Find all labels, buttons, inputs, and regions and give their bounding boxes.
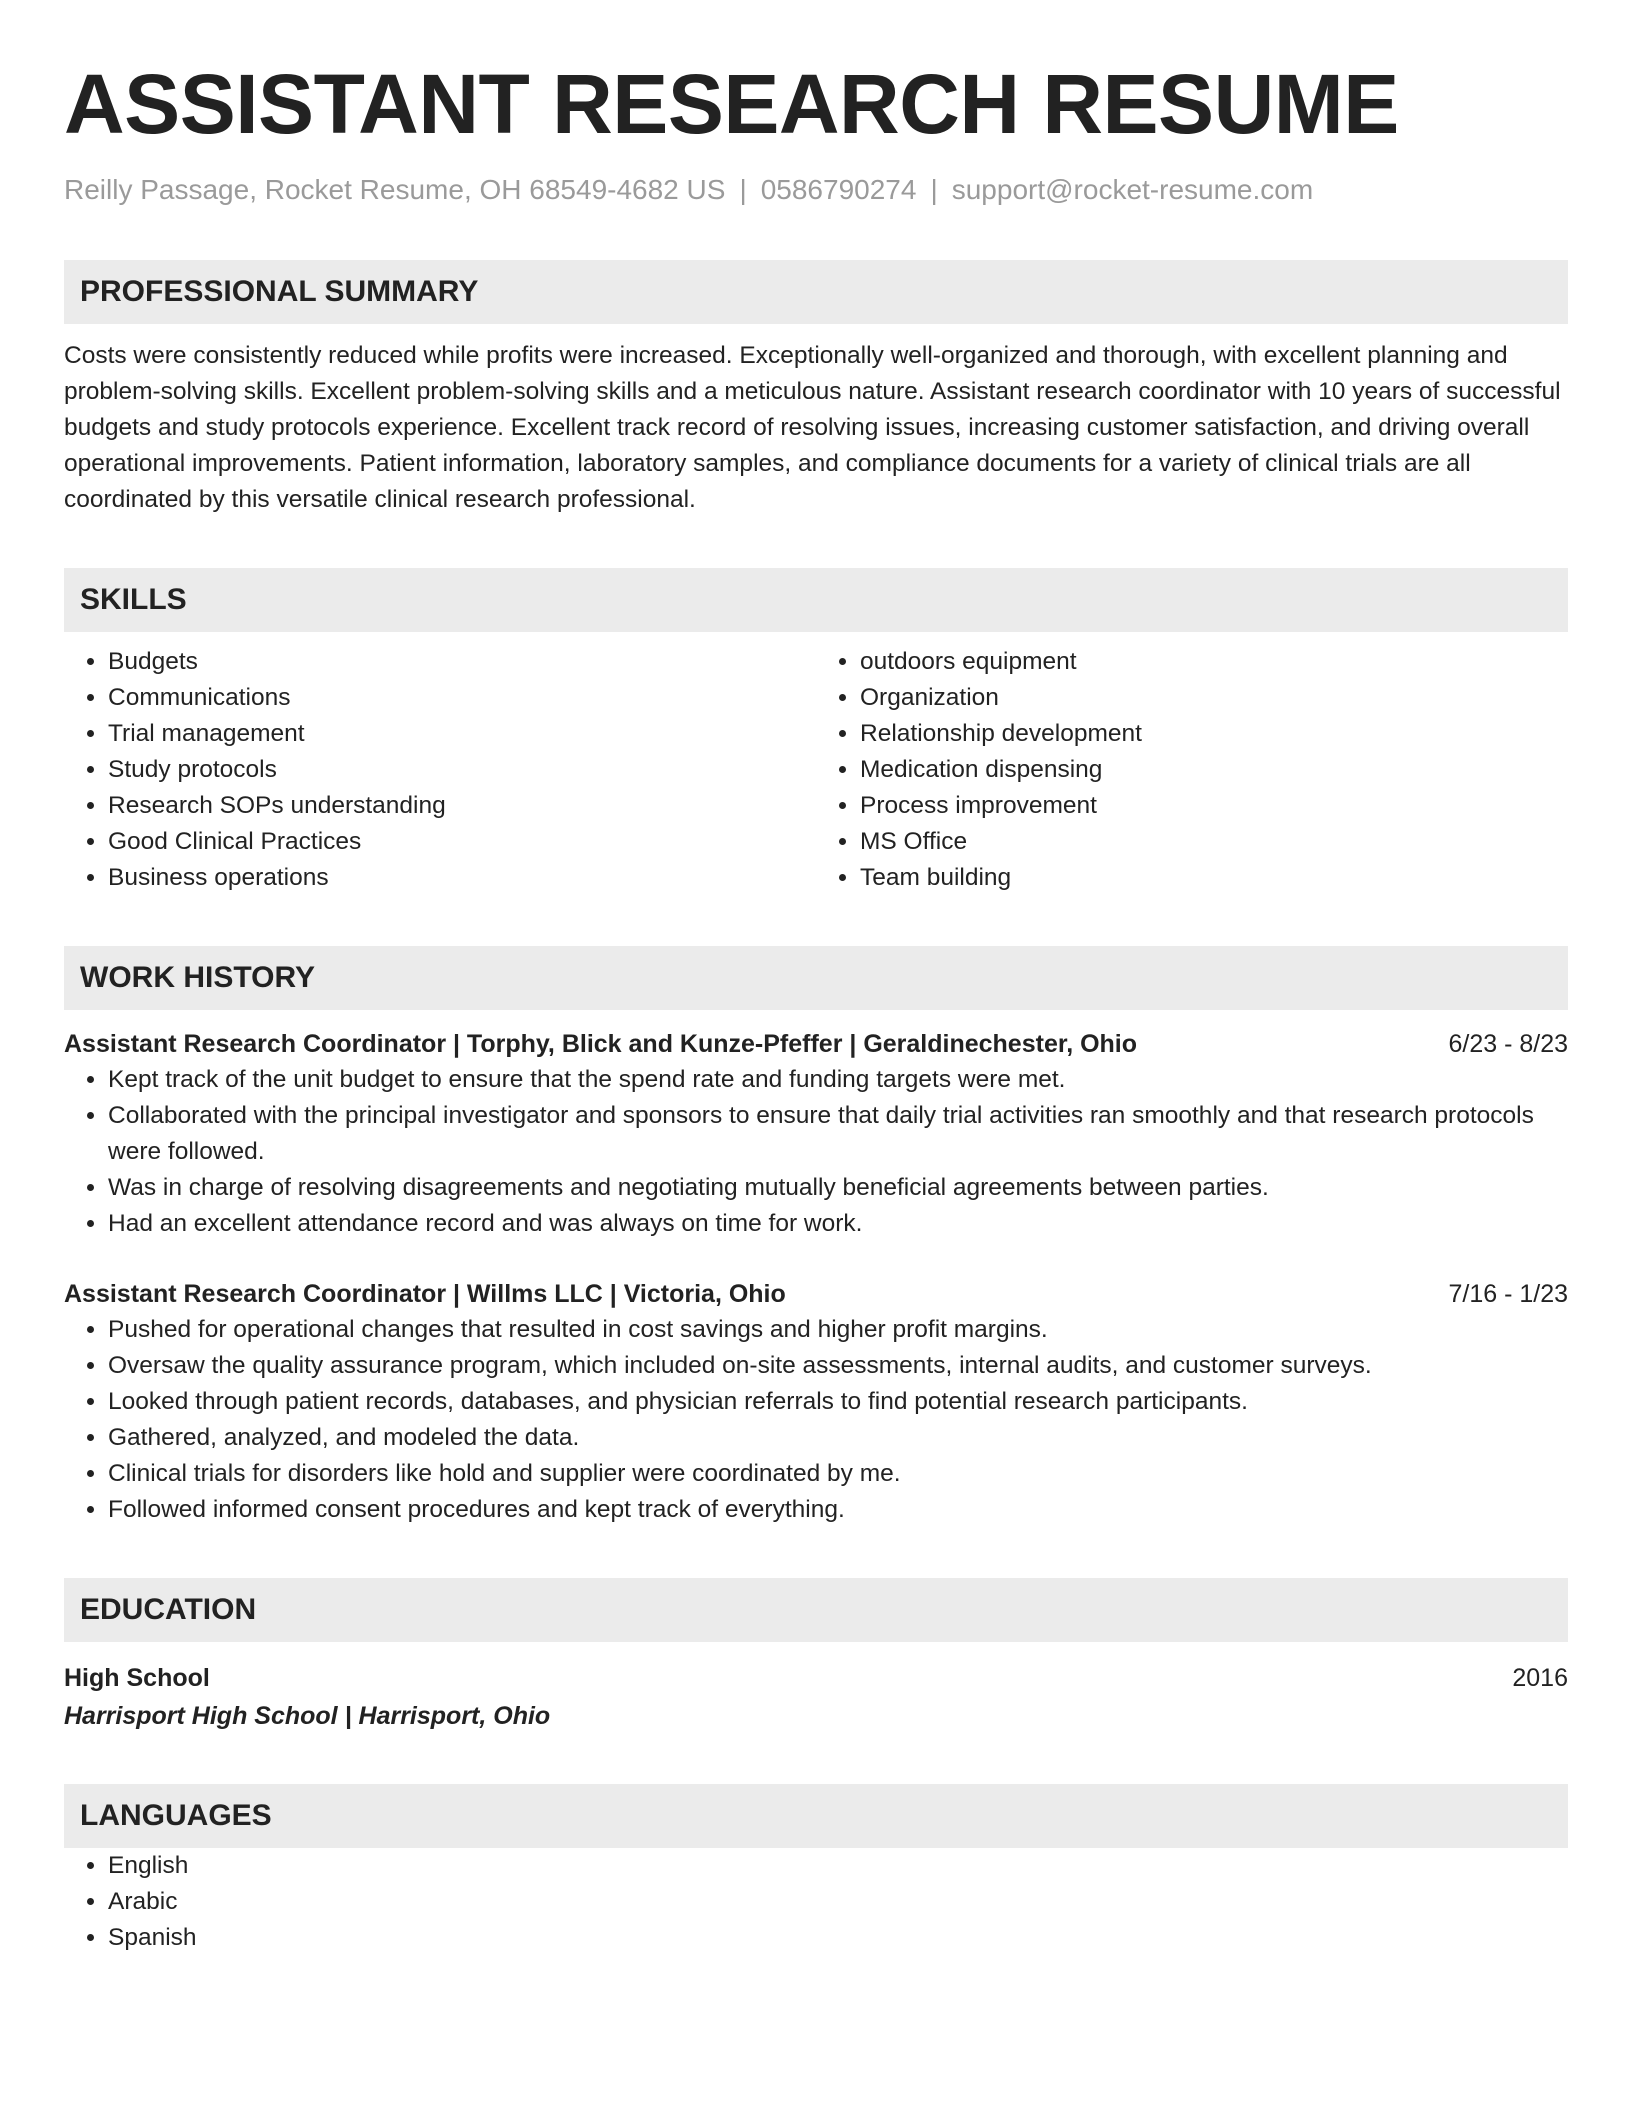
summary-text: Costs were consistently reduced while profits were increased. Exceptionally well-organized and thorough, with excellent planning and problem-solving skills. Excellent problem-solving skills and a meticulous nature. Assistant research coordinator with 10 years of successful budgets and study protocols experience. Excellent track record of resolving issues, increasing customer satisfaction, and driving overall operational improvements. Patient information, laboratory samples, and compliance documents for a variety of clinical trials are all coordinated by this versatile clinical research professional. [64, 342, 1561, 513]
section-heading-summary: PROFESSIONAL SUMMARY [64, 260, 1568, 324]
education-school: Harrisport High School | Harrisport, Ohio [64, 1702, 551, 1730]
contact-line [64, 172, 1568, 208]
section-heading-education: EDUCATION [64, 1578, 1568, 1642]
language-item: • Arabic [108, 1884, 1568, 1920]
contact-email: support@rocket-resume.com [951, 174, 1314, 205]
job-header [64, 1276, 1568, 1312]
job-duty: • Followed informed consent procedures and kept track of everything. [108, 1492, 1568, 1528]
job-duty: • Looked through patient records, databases, and physician referrals to find potential research participants. [108, 1384, 1568, 1420]
contact-separator: | [739, 174, 747, 205]
job-duty: • Kept track of the unit budget to ensure that the spend rate and funding targets were met. [108, 1062, 1568, 1098]
language-item: • English [108, 1848, 1568, 1884]
contact-separator: | [930, 174, 938, 205]
job-duty: • Clinical trials for disorders like hold and supplier were coordinated by me. [108, 1456, 1568, 1492]
skill-item: • Budgets [108, 644, 816, 680]
job-duty: • Collaborated with the principal investigator and sponsors to ensure that daily trial activities ran smoothly and that research protocols were followed. [108, 1098, 1568, 1170]
job-duty: • Had an excellent attendance record and was always on time for work. [108, 1206, 1568, 1242]
job-dates: 6/23 - 8/23 [1448, 1030, 1568, 1058]
languages-list [64, 1848, 1568, 1956]
skill-item: • Communications [108, 680, 816, 716]
section-heading-skills: SKILLS [64, 568, 1568, 632]
job-duty: • Was in charge of resolving disagreements and negotiating mutually beneficial agreements between parties. [108, 1170, 1568, 1206]
skill-item: • Relationship development [860, 716, 1568, 752]
skills-list-right [816, 644, 1568, 896]
skill-item: • outdoors equipment [860, 644, 1568, 680]
section-heading-languages: LANGUAGES [64, 1784, 1568, 1848]
job-duties-list [64, 1312, 1568, 1528]
job-header [64, 1026, 1568, 1062]
education-degree: High School [64, 1664, 210, 1692]
skill-item: • Research SOPs understanding [108, 788, 816, 824]
skill-item: • MS Office [860, 824, 1568, 860]
skill-item: • Study protocols [108, 752, 816, 788]
skill-item: • Good Clinical Practices [108, 824, 816, 860]
skills-list-left [64, 644, 816, 896]
job-title: Assistant Research Coordinator | Torphy, Blick and Kunze-Pfeffer | Geraldinechester, Ohio [64, 1030, 1138, 1058]
job-title: Assistant Research Coordinator | Willms LLC | Victoria, Ohio [64, 1280, 786, 1308]
skill-item: • Organization [860, 680, 1568, 716]
contact-phone: 0586790274 [760, 174, 917, 205]
skill-item: • Medication dispensing [860, 752, 1568, 788]
job-dates: 7/16 - 1/23 [1448, 1280, 1568, 1308]
job-duty: • Pushed for operational changes that resulted in cost savings and higher profit margins. [108, 1312, 1568, 1348]
contact-address: Reilly Passage, Rocket Resume, OH 68549-4682 US [64, 174, 726, 205]
skills-columns [64, 644, 1568, 896]
job-duties-list [64, 1062, 1568, 1242]
resume-title: ASSISTANT RESEARCH RESUME [64, 57, 1399, 151]
education-header [64, 1660, 1568, 1696]
skill-item: • Trial management [108, 716, 816, 752]
job-duty: • Oversaw the quality assurance program, which included on-site assessments, internal audits, and customer surveys. [108, 1348, 1568, 1384]
skill-item: • Team building [860, 860, 1568, 896]
job-duty: • Gathered, analyzed, and modeled the data. [108, 1420, 1568, 1456]
skill-item: • Process improvement [860, 788, 1568, 824]
language-item: • Spanish [108, 1920, 1568, 1956]
skill-item: • Business operations [108, 860, 816, 896]
education-year: 2016 [1512, 1664, 1568, 1692]
section-heading-work-history: WORK HISTORY [64, 946, 1568, 1010]
